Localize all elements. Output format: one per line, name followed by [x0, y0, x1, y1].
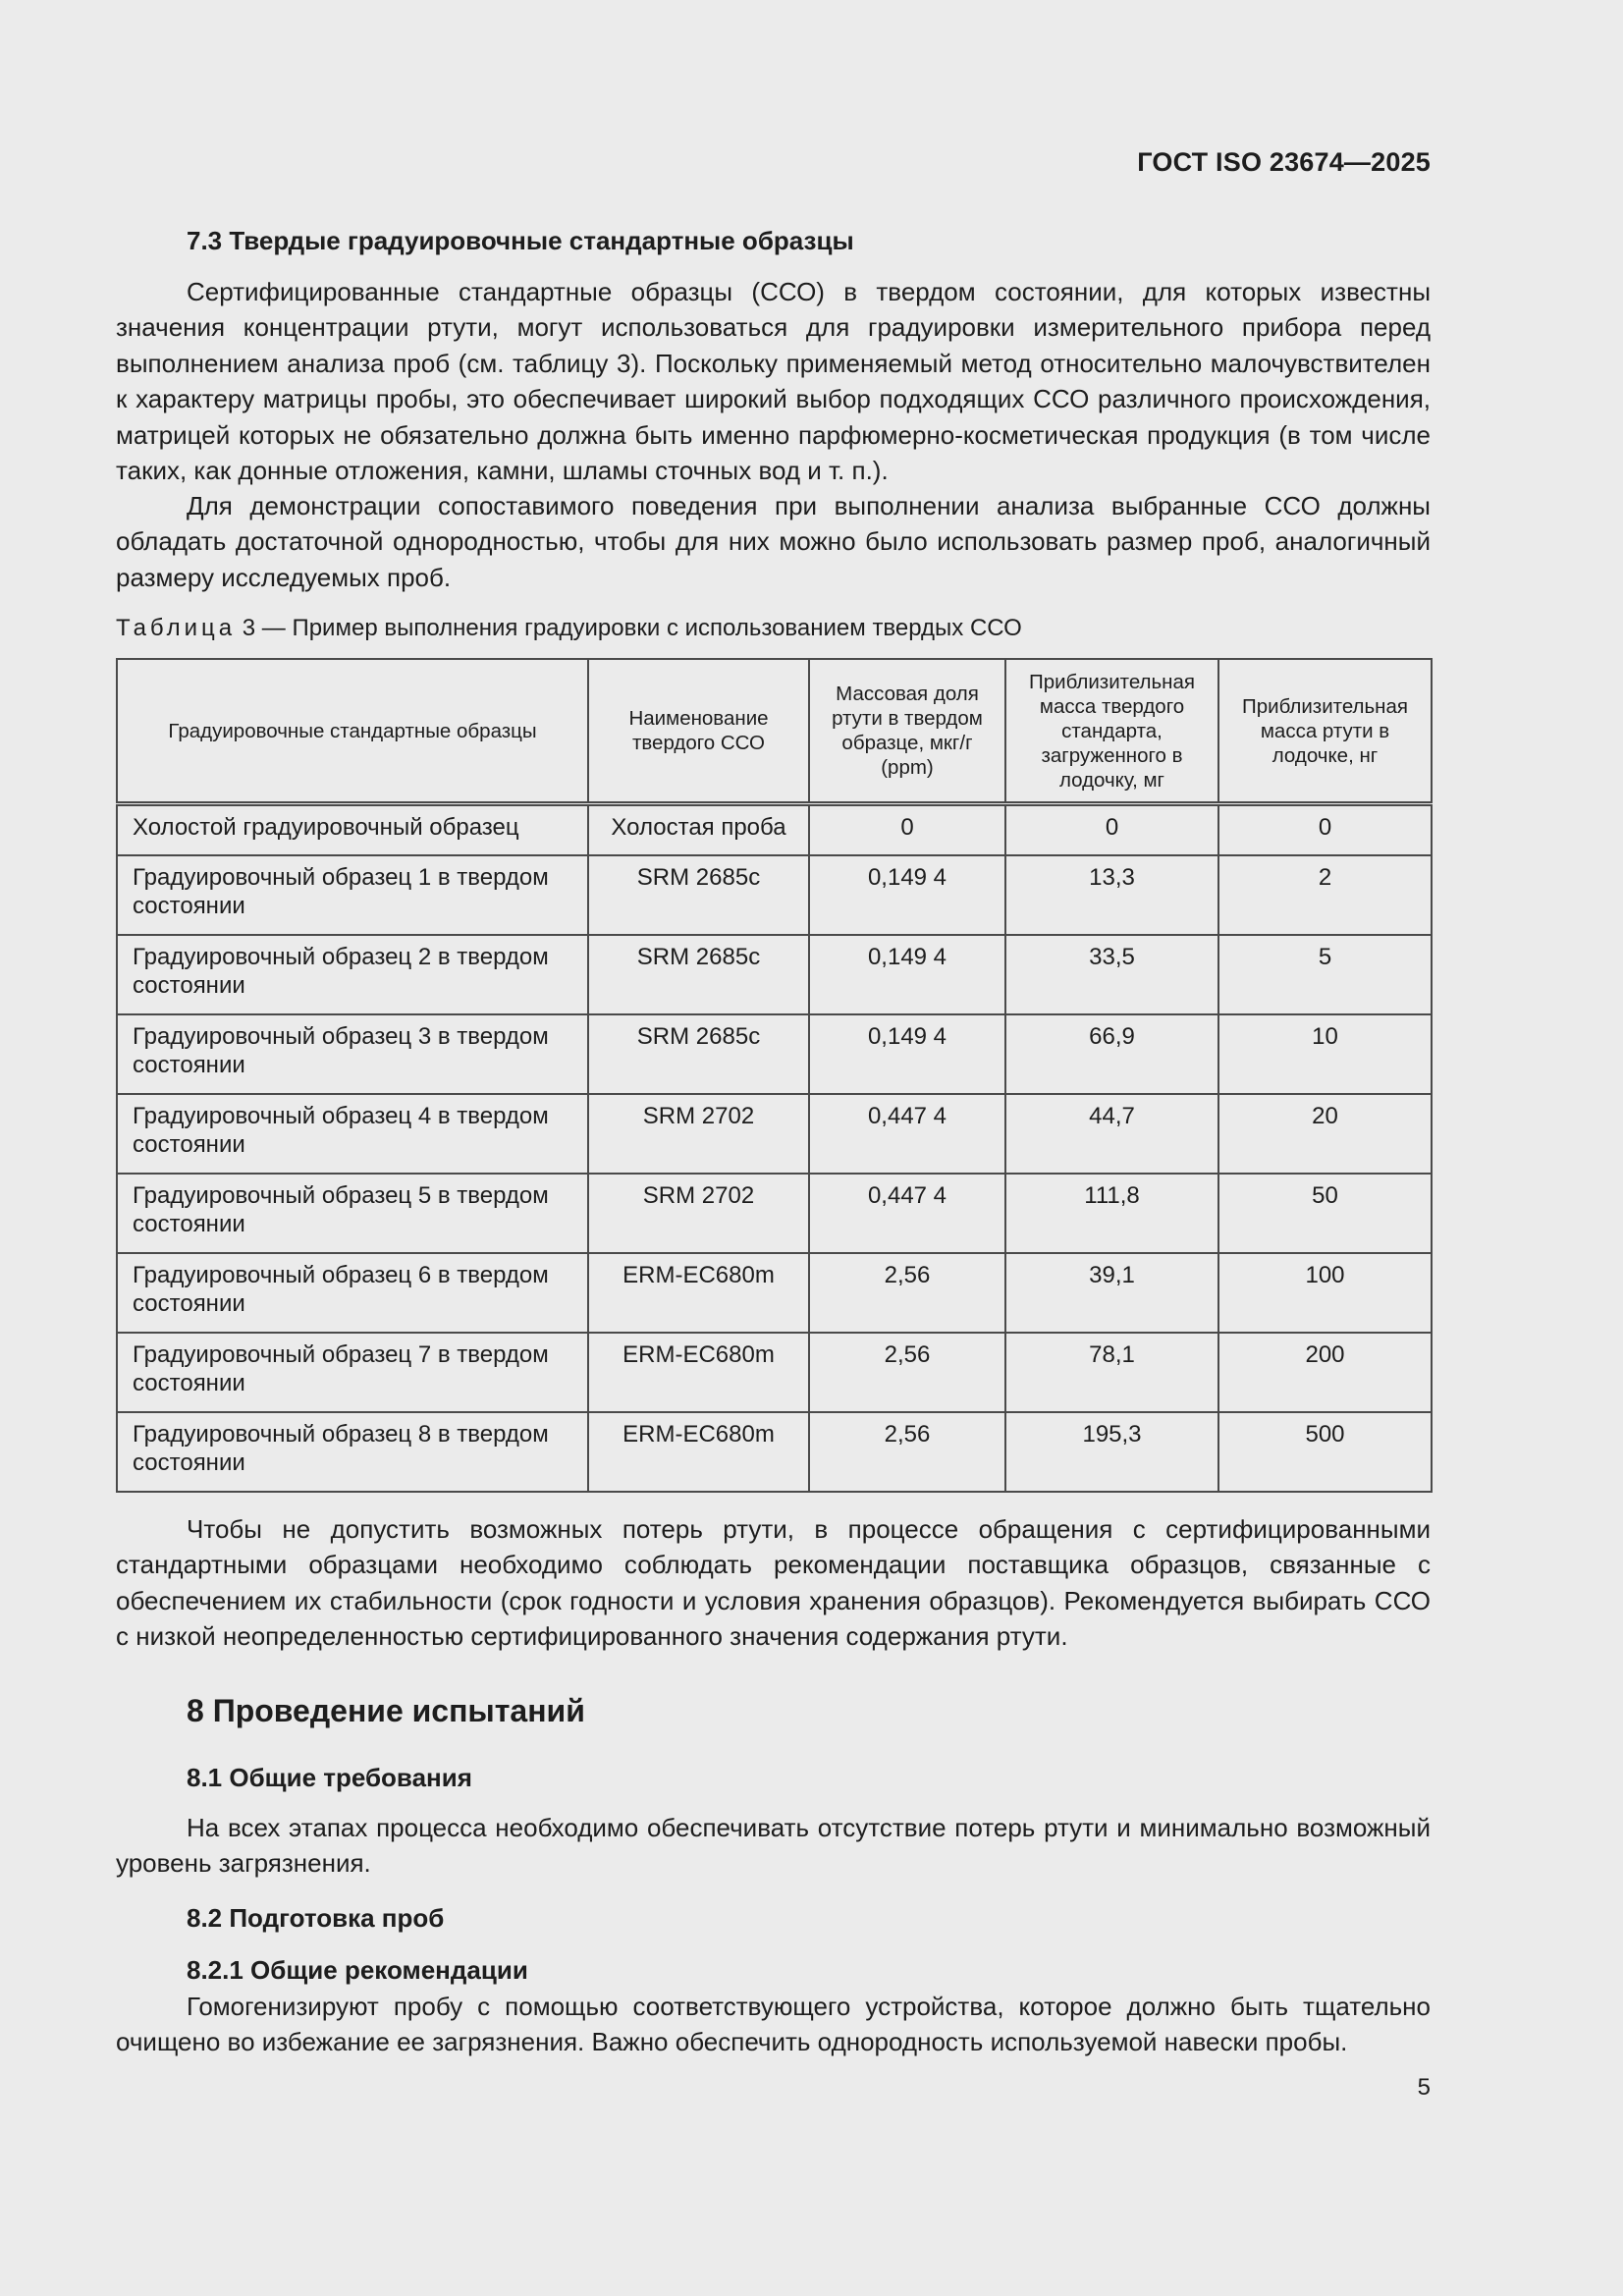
table-cell: Градуировочный образец 6 в твердом состоянии: [117, 1253, 588, 1333]
table-cell: 0,149 4: [809, 1014, 1005, 1094]
section-7-3-paragraph-1: Сертифицированные стандартные образцы (ССО) в твердом состоянии, для которых известны значения концентрации ртути, могут использоваться для градуировки измерительного прибора перед выполнением анализа проб (см. таблицу 3). Поскольку применяемый метод относительно малочувствителен к характеру матрицы пробы, это обеспечивает широкий выбор подходящих ССО различного происхождения, матрицей которых не обязательно должна быть именно парфюмерно-косметическая продукция (в том числе таких, как донные отложения, камни, шламы сточных вод и т. п.).: [116, 277, 1431, 486]
table-cell: Градуировочный образец 7 в твердом состоянии: [117, 1333, 588, 1412]
table-cell: SRM 2702: [588, 1174, 809, 1253]
table-cell: ERM-EC680m: [588, 1253, 809, 1333]
table-cell: 10: [1218, 1014, 1432, 1094]
table-cell: 0: [809, 804, 1005, 856]
page-number: 5: [1417, 2074, 1431, 2101]
table-3-caption: [116, 615, 1022, 642]
table-cell: 100: [1218, 1253, 1432, 1333]
table-cell: 44,7: [1005, 1094, 1218, 1174]
document-header: ГОСТ ISO 23674—2025: [1137, 147, 1431, 177]
table-row: [117, 1174, 1432, 1253]
table-cell: Холостая проба: [588, 804, 809, 856]
table-cell: 20: [1218, 1094, 1432, 1174]
section-8-2-1-paragraph: Гомогенизируют пробу с помощью соответствующего устройства, которое должно быть тщательно очищено во избежание ее загрязнения. Важно обеспечить однородность используемой навески пробы.: [116, 1992, 1431, 2057]
table-cell: ERM-EC680m: [588, 1333, 809, 1412]
table-cell: 0,149 4: [809, 855, 1005, 935]
section-7-3-title: 7.3 Твердые градуировочные стандартные образцы: [187, 226, 854, 255]
column-header: Приблизительная масса ртути в лодочке, нг: [1218, 659, 1432, 804]
section-8-2-1-title: 8.2.1 Общие рекомендации: [187, 1955, 528, 1985]
table-cell: Градуировочный образец 3 в твердом состоянии: [117, 1014, 588, 1094]
section-8-1-title: 8.1 Общие требования: [187, 1763, 472, 1792]
table-row: [117, 935, 1432, 1014]
table-cell: 195,3: [1005, 1412, 1218, 1492]
table-cell: 0,447 4: [809, 1094, 1005, 1174]
table-row: [117, 1253, 1432, 1333]
section-7-3-paragraph-2: Для демонстрации сопоставимого поведения при выполнении анализа выбранные ССО должны обладать достаточной однородностью, чтобы для них можно было использовать размер проб, аналогичный размеру исследуемых проб.: [116, 491, 1431, 592]
table-cell: 111,8: [1005, 1174, 1218, 1253]
table-cell: 0: [1218, 804, 1432, 856]
table-row: [117, 804, 1432, 856]
table-cell: SRM 2685c: [588, 1014, 809, 1094]
post-table-paragraph: Чтобы не допустить возможных потерь ртути, в процессе обращения с сертифицированными стандартными образцами необходимо соблюдать рекомендации поставщика образцов, связанные с обеспечением их стабильности (срок годности и условия хранения образцов). Рекомендуется выбирать ССО с низкой неопределенностью сертифицированного значения содержания ртути.: [116, 1514, 1431, 1652]
table-cell: 39,1: [1005, 1253, 1218, 1333]
table-cell: Холостой градуировочный образец: [117, 804, 588, 856]
table-cell: 0,447 4: [809, 1174, 1005, 1253]
table-cell: 13,3: [1005, 855, 1218, 935]
table-cell: ERM-EC680m: [588, 1412, 809, 1492]
table-cell: Градуировочный образец 1 в твердом состоянии: [117, 855, 588, 935]
table-header-row: [117, 659, 1432, 804]
table-cell: 0,149 4: [809, 935, 1005, 1014]
table-cell: 2,56: [809, 1253, 1005, 1333]
table-cell: 66,9: [1005, 1014, 1218, 1094]
table-cell: 50: [1218, 1174, 1432, 1253]
table-row: [117, 1014, 1432, 1094]
table-caption-label: Таблица: [116, 615, 237, 641]
column-header: Градуировочные стандартные образцы: [117, 659, 588, 804]
table-cell: Градуировочный образец 2 в твердом состоянии: [117, 935, 588, 1014]
section-8-1-paragraph: На всех этапах процесса необходимо обеспечивать отсутствие потерь ртути и минимально возможный уровень загрязнения.: [116, 1813, 1431, 1879]
table-cell: 0: [1005, 804, 1218, 856]
table-cell: SRM 2685c: [588, 935, 809, 1014]
table-cell: SRM 2702: [588, 1094, 809, 1174]
table-row: [117, 855, 1432, 935]
section-8-2-title: 8.2 Подготовка проб: [187, 1903, 445, 1933]
table-cell: Градуировочный образец 8 в твердом состоянии: [117, 1412, 588, 1492]
table-row: [117, 1333, 1432, 1412]
table-row: [117, 1412, 1432, 1492]
table-cell: Градуировочный образец 5 в твердом состоянии: [117, 1174, 588, 1253]
table-row: [117, 1094, 1432, 1174]
table-cell: 2,56: [809, 1412, 1005, 1492]
section-8-title: 8 Проведение испытаний: [187, 1693, 585, 1728]
table-cell: Градуировочный образец 4 в твердом состоянии: [117, 1094, 588, 1174]
column-header: Приблизительная масса твердого стандарта, загруженного в лодочку, мг: [1005, 659, 1218, 804]
table-cell: 200: [1218, 1333, 1432, 1412]
table-cell: 33,5: [1005, 935, 1218, 1014]
calibration-table: [116, 658, 1433, 1493]
table-cell: 500: [1218, 1412, 1432, 1492]
column-header: Наименование твердого ССО: [588, 659, 809, 804]
column-header: Массовая доля ртути в твердом образце, мкг/г (ppm): [809, 659, 1005, 804]
table-cell: 78,1: [1005, 1333, 1218, 1412]
table-cell: 2: [1218, 855, 1432, 935]
table-cell: SRM 2685c: [588, 855, 809, 935]
table-cell: 2,56: [809, 1333, 1005, 1412]
table-cell: 5: [1218, 935, 1432, 1014]
table-caption-text: 3 — Пример выполнения градуировки с использованием твердых ССО: [236, 615, 1022, 641]
